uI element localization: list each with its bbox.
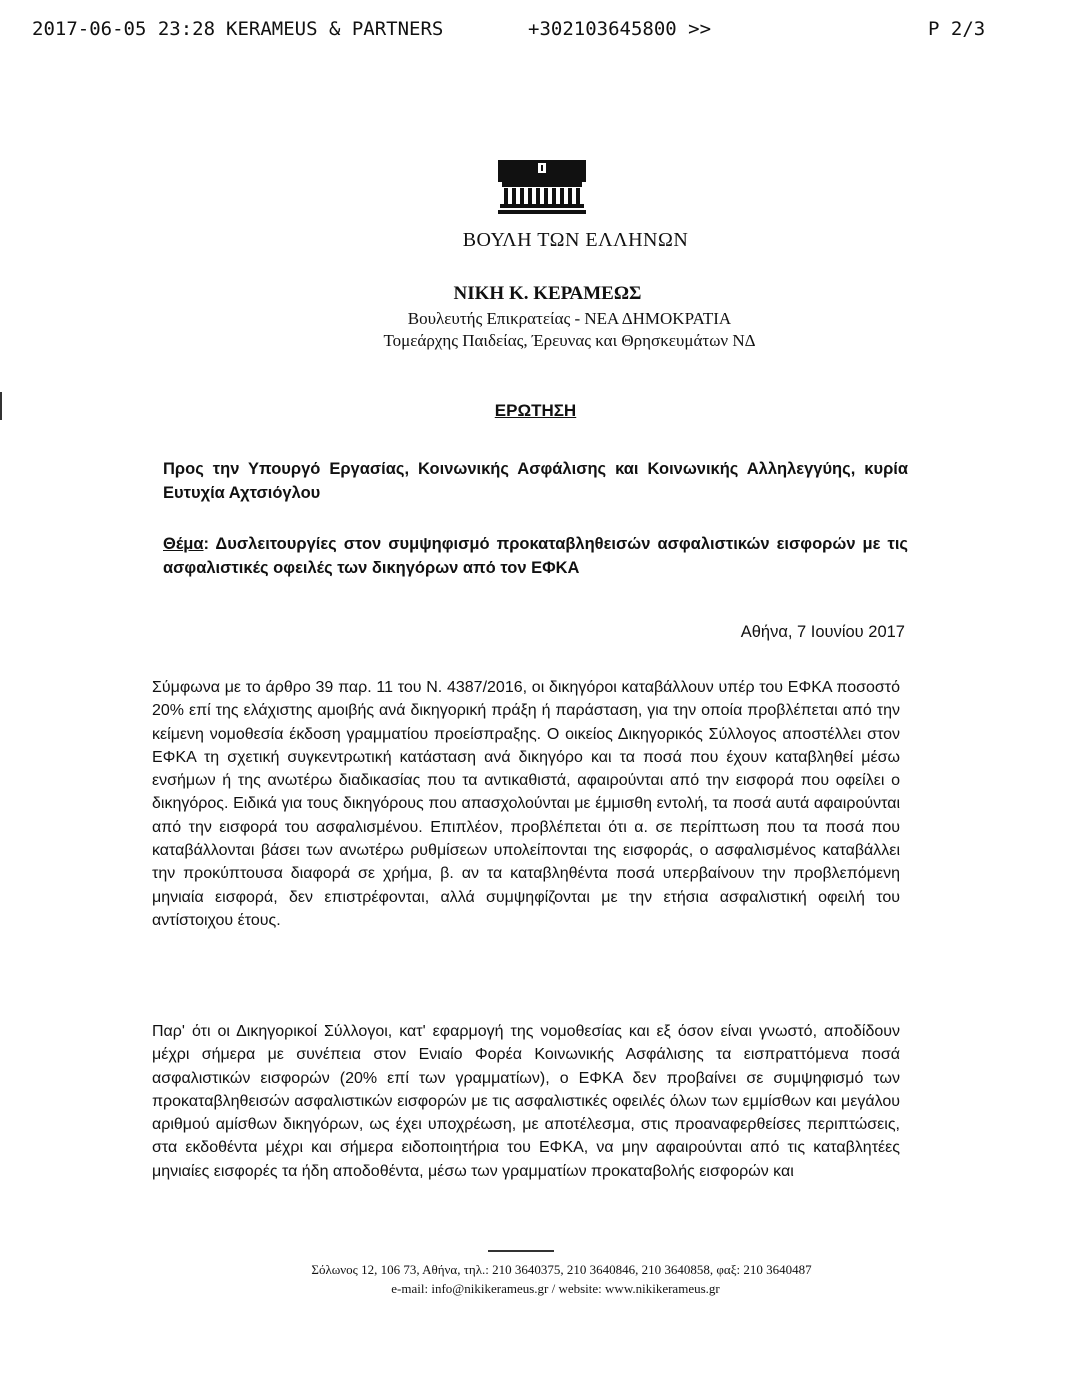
footer-contact: e-mail: info@nikikerameus.gr / website: www.nikikerameus.gr [391, 1281, 720, 1296]
body-paragraph: Σύμφωνα με το άρθρο 39 παρ. 11 του Ν. 4387/2016, οι δικηγόροι καταβάλλουν υπέρ του ΕΦΚΑ ποσοστό 20% επί της ελάχιστης αμοιβής ανά δικηγορική πράξη ή παράσταση, για την οποία προβλέπεται από την κείμενη νομοθεσία έκδοση γραμματίου προείσπραξης. Ο οικείος Δικηγορικός Σύλλογος αποστέλλει στον ΕΦΚΑ τη σχετική συγκεντρωτική κατάσταση ανά δικηγόρο και τα ποσά που έχουν καταβληθεί μέσω ενσήμων ή της ανωτέρω διαδικασίας που τα αντικαθιστά, αφαιρούνται από την εισφορά που οφείλει ο δικηγόρος. Ειδικά για τους δικηγόρους που απασχολούνται με έμμισθη εντολή, τα ποσά αυτά αφαιρούνται από την εισφορά του ασφαλισμένου. Επιπλέον, προβλέπεται ότι α. σε περίπτωση που τα ποσά που καταβάλλονται βάσει των ανωτέρω ρυθμίσεων υπολείπονται της εισφοράς, ο ασφαλισμένος καταβάλλει την προκύπτουσα διαφορά σε χρήμα, β. αν τα καταβληθέντα ποσά υπερβαίνουν την προβλεπόμενη μηνιαία εισφορά, δεν επιστρέφονται, αλλά συμψηφίζονται με την ετήσια ασφαλιστική οφειλή του αντίστοιχου έτους. [152, 679, 900, 929]
fax-sender: KERAMEUS & PARTNERS [226, 18, 444, 40]
mp-name: ΝΙΚΗ Κ. ΚΕΡΑΜΕΩΣ [453, 283, 642, 304]
fax-number: +302103645800 >> [528, 18, 712, 40]
footer-address: Σόλωνος 12, 106 73, Αθήνα, τηλ.: 210 3640375, 210 3640846, 210 3640858, φαξ: 210 3640487 [311, 1262, 812, 1277]
fax-page-indicator: P 2/3 [928, 18, 986, 40]
mp-role: Βουλευτής Επικρατείας - ΝΕΑ ΔΗΜΟΚΡΑΤΙΑ [407, 309, 732, 328]
recipient-line: Προς την Υπουργό Εργασίας, Κοινωνικής Ασφάλισης και Κοινωνικής Αλληλεγγύης, κυρία Ευτυχία Αχτσιόγλου [163, 460, 908, 502]
fax-datetime: 2017-06-05 23:28 [32, 18, 216, 40]
subject-text: : Δυσλειτουργίες στον συμψηφισμό προκαταβληθεισών ασφαλιστικών εισφορών με τις ασφαλιστικές οφειλές των δικηγόρων από τον ΕΦΚΑ [163, 535, 908, 577]
body-paragraph: Παρ' ότι οι Δικηγορικοί Σύλλογοι, κατ' εφαρμογή της νομοθεσίας και εξ όσον είναι γνωστό, αποδίδουν μέχρι σήμερα με συνέπεια στον Ενιαίο Φορέα Κοινωνικής Ασφάλισης τα εισπραττόμενα ποσά ασφαλιστικών εισφορών (20% επί των γραμματίων), ο ΕΦΚΑ δεν προβαίνει σε συμψηφισμό των προκαταβληθεισών ασφαλιστικών εισφορών με τις ασφαλιστικές οφειλές όλων των εμμίσθων και μεγάλου αριθμού αμίσθων δικηγόρων, ως έχει υποχρέωση, με αποτέλεσμα, στις προαναφερθείσες περιπτώσεις, στα εκδοθέντα μέχρι και σήμερα ειδοποιητήρια του ΕΦΚΑ, να μην αφαιρούνται από τις καταβλητέες μηνιαίες εισφορές τα ήδη αποδοθέντα, μέσω των γραμματίων προκαταβολής εισφορών και [152, 1023, 900, 1180]
institution-name: ΒΟΥΛΗ ΤΩΝ ΕΛΛΗΝΩΝ [462, 229, 689, 251]
date-line: Αθήνα, 7 Ιουνίου 2017 [740, 623, 905, 641]
footer-divider [488, 1250, 554, 1252]
fax-header [0, 18, 1079, 48]
subject-line [163, 532, 908, 580]
mp-portfolio: Τομεάρχης Παιδείας, Έρευνας και Θρησκευμάτων ΝΔ [383, 331, 756, 350]
document-type-heading: ΕΡΩΤΗΣΗ [494, 401, 577, 420]
parliament-building-icon [498, 160, 586, 216]
subject-label: Θέμα [163, 535, 204, 553]
